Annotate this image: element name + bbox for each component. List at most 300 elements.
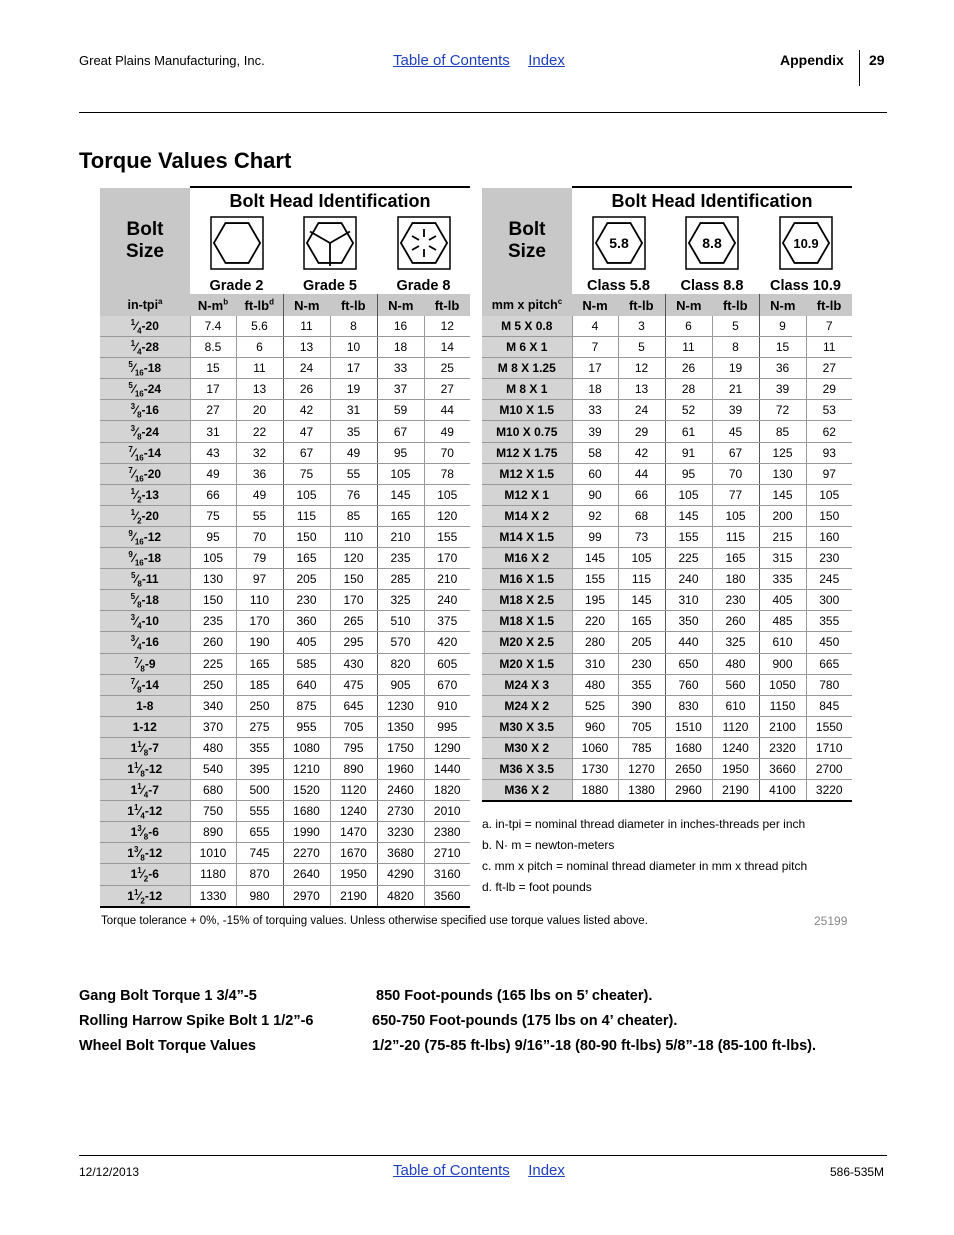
fraction-slash: ⁄ [132,551,135,566]
torque-value-cell: 655 [236,822,283,843]
torque-value-cell: 480 [572,674,618,695]
footer-date: 12/12/2013 [79,1165,140,1179]
bolt-size-whole: 1 [127,846,134,861]
torque-value-cell: 585 [283,653,330,674]
bolt-size-cell [100,400,190,421]
torque-value-cell: 665 [806,653,852,674]
harrow-spike-value: 650-750 Foot-pounds (175 lbs on 4’ cheater). [372,1013,678,1029]
bolt-size-denominator: 2 [143,874,149,884]
torque-value-cell: 90 [572,484,618,505]
torque-value-cell: 2320 [759,737,806,758]
fraction-slash: ⁄ [135,593,138,608]
bolt-size-numerator: 9 [128,550,133,560]
torque-value-cell: 59 [377,400,424,421]
bolt-size-threads: -18 [143,551,162,566]
bolt-size-cell [100,569,190,590]
table-row [482,780,852,802]
torque-value-cell: 110 [236,590,283,611]
fraction-slash: ⁄ [132,529,135,544]
torque-value-cell: 160 [806,526,852,547]
bolt-size-denominator: 2 [137,516,142,526]
bolt-size-cell [100,337,190,358]
fraction-slash: ⁄ [135,424,138,439]
index-link[interactable]: Index [528,52,565,69]
torque-value-cell: 29 [806,379,852,400]
table-row [100,716,470,737]
torque-value-cell: 390 [618,695,665,716]
torque-value-cell: 1050 [759,674,806,695]
torque-value-cell: 145 [665,505,712,526]
torque-value-cell: 62 [806,421,852,442]
bolt-size-numerator: 5 [130,571,136,581]
grade-2-icon-cell [190,214,283,274]
torque-value-cell: 350 [665,611,712,632]
torque-value-cell: 75 [283,463,330,484]
torque-value-cell: 230 [712,590,759,611]
table-row [100,316,470,337]
table-of-contents-link[interactable]: Table of Contents [393,52,510,69]
torque-value-cell: 10 [330,337,377,358]
bolt-size-numerator: 7 [128,444,133,454]
table-row [482,695,852,716]
bolt-size-numerator: 7 [128,465,133,475]
bolt-size-cell: M24 X 3 [482,674,572,695]
figure-number: 25199 [814,914,848,928]
bolt-size-numerator: 9 [128,528,133,538]
table-row [482,505,852,526]
torque-value-cell: 14 [424,337,470,358]
torque-value-cell: 32 [236,442,283,463]
torque-value-cell: 210 [424,569,470,590]
torque-value-cell: 275 [236,716,283,737]
torque-value-cell: 2970 [283,885,330,907]
torque-value-cell: 42 [618,442,665,463]
torque-value-cell: 11 [665,337,712,358]
torque-value-cell: 780 [806,674,852,695]
bolt-size-whole: 1-12 [132,719,157,734]
bolt-size-cell: M16 X 1.5 [482,569,572,590]
torque-value-cell: 73 [618,526,665,547]
torque-value-cell: 215 [759,526,806,547]
torque-value-cell: 19 [330,379,377,400]
torque-value-cell: 1150 [759,695,806,716]
torque-value-cell: 440 [665,632,712,653]
table-row [100,758,470,779]
bolt-size-cell [100,632,190,653]
bolt-size-whole: 1 [127,888,134,903]
torque-value-cell: 245 [806,569,852,590]
torque-value-cell: 95 [665,463,712,484]
fraction-slash: ⁄ [141,867,144,882]
torque-value-cell: 1060 [572,737,618,758]
torque-value-cell: 235 [377,548,424,569]
torque-value-cell: 115 [618,569,665,590]
torque-value-cell: 1470 [330,822,377,843]
torque-value-cell: 27 [806,358,852,379]
footer-nav [393,1162,579,1180]
torque-value-cell: 53 [806,400,852,421]
bolt-size-denominator: 8 [140,769,145,779]
bolt-size-threads: -6 [148,867,159,882]
fraction-slash: ⁄ [135,340,138,355]
grade-8-label: Grade 8 [396,278,451,294]
torque-value-cell: 24 [618,400,665,421]
torque-value-cell: 105 [377,463,424,484]
bolt-size-cell: M36 X 3.5 [482,758,572,779]
torque-value-cell: 1010 [190,843,236,864]
torque-value-cell: 15 [759,337,806,358]
torque-value-cell: 27 [190,400,236,421]
table-row [100,337,470,358]
torque-value-cell: 110 [330,526,377,547]
torque-value-cell: 2960 [665,780,712,802]
bolt-size-whole: 1 [130,740,138,755]
torque-value-cell: 610 [759,632,806,653]
torque-value-cell: 66 [190,484,236,505]
bolt-size-threads: -28 [141,340,159,355]
torque-value-cell: 1950 [712,758,759,779]
footer-rule [79,1155,887,1156]
torque-value-cell: 4100 [759,780,806,802]
inch-table-body [100,316,470,907]
torque-value-cell: 1960 [377,758,424,779]
torque-value-cell: 210 [377,526,424,547]
bolt-size-denominator: 8 [140,663,145,673]
table-row [482,463,852,484]
torque-value-cell: 99 [572,526,618,547]
bolt-size-line2: Size [507,241,547,262]
torque-value-cell: 11 [283,316,330,337]
torque-value-cell: 6 [236,337,283,358]
grade-2-label: Grade 2 [209,278,264,294]
fraction-slash: ⁄ [138,804,141,819]
torque-value-cell: 1350 [377,716,424,737]
bolt-size-cell: M24 X 2 [482,695,572,716]
torque-value-cell: 230 [806,548,852,569]
bolt-size-cell: M20 X 2.5 [482,632,572,653]
torque-value-cell: 1180 [190,864,236,885]
bolt-size-cell [100,716,190,737]
bolt-size-threads: -13 [141,487,159,502]
wheel-bolt-value: 1/2”-20 (75-85 ft-lbs) 9/16”-18 (80-90 ft-lbs) 5/8”-18 (85-100 ft-lbs). [372,1038,817,1054]
torque-value-cell: 760 [665,674,712,695]
fraction-slash: ⁄ [135,635,138,650]
unit-header: N-m [388,297,414,313]
torque-value-cell: 130 [190,569,236,590]
table-row [482,737,852,758]
torque-value-cell: 2640 [283,864,330,885]
torque-value-cell: 795 [330,737,377,758]
torque-value-cell: 43 [190,442,236,463]
torque-value-cell: 145 [618,590,665,611]
torque-value-cell: 195 [572,590,618,611]
bolt-size-cell [100,653,190,674]
table-row [100,484,470,505]
class-5-8-icon-cell [572,214,665,274]
torque-value-cell: 3680 [377,843,424,864]
bolt-size-cell [100,737,190,758]
fraction-slash: ⁄ [141,825,144,840]
torque-value-cell: 70 [424,442,470,463]
grade-5-label: Grade 5 [303,278,357,294]
company-name: Great Plains Manufacturing, Inc. [79,53,265,68]
torque-value-cell: 240 [424,590,470,611]
torque-value-cell: 280 [572,632,618,653]
torque-value-cell: 170 [236,611,283,632]
torque-value-cell: 8 [330,316,377,337]
torque-value-cell: 185 [236,674,283,695]
bolt-size-numerator: 3 [130,402,136,412]
bolt-size-header [100,187,190,294]
bolt-size-line2: Size [125,241,165,262]
torque-value-cell: 24 [283,358,330,379]
table-row [100,569,470,590]
bolt-size-threads: -7 [148,783,159,798]
unit-header: N-m [582,297,608,313]
bolt-size-cell [100,780,190,801]
torque-value-cell: 55 [236,505,283,526]
footnote-b: b. N· m = newton-meters [482,838,615,852]
torque-value-cell: 70 [712,463,759,484]
torque-value-cell: 785 [618,737,665,758]
torque-value-cell: 55 [330,463,377,484]
bolt-size-cell [100,463,190,484]
torque-value-cell: 250 [190,674,236,695]
bolt-size-cell [100,590,190,611]
grade-2-bolt-head-icon [210,216,264,270]
torque-value-cell: 25 [424,358,470,379]
index-link[interactable]: Index [528,1162,565,1179]
table-row [482,632,852,653]
fraction-slash: ⁄ [138,846,141,861]
table-row [482,569,852,590]
table-row [482,316,852,337]
torque-value-cell: 7 [572,337,618,358]
torque-value-cell: 225 [665,548,712,569]
table-row [100,548,470,569]
bolt-size-cell [100,379,190,400]
torque-value-cell: 500 [236,780,283,801]
torque-value-cell: 150 [330,569,377,590]
torque-value-cell: 95 [377,442,424,463]
torque-value-cell: 485 [759,611,806,632]
class-10-9-mark: 10.9 [792,235,819,251]
torque-value-cell: 93 [806,442,852,463]
torque-value-cell: 2710 [424,843,470,864]
torque-value-cell: 405 [283,632,330,653]
torque-value-cell: 39 [759,379,806,400]
torque-value-cell: 3660 [759,758,806,779]
bolt-size-cell: M12 X 1.75 [482,442,572,463]
bolt-size-threads: -12 [144,846,163,861]
torque-value-cell: 115 [712,526,759,547]
torque-value-cell: 37 [377,379,424,400]
torque-value-cell: 49 [190,463,236,484]
torque-value-cell: 33 [572,400,618,421]
torque-value-cell: 58 [572,442,618,463]
fraction-slash: ⁄ [141,783,144,798]
torque-value-cell: 92 [572,505,618,526]
torque-value-cell: 310 [572,653,618,674]
torque-value-cell: 1730 [572,758,618,779]
torque-value-cell: 355 [236,737,283,758]
unit-header: N-m [676,297,702,313]
class-10-9-bolt-head-icon [779,216,833,270]
bolt-size-threads: -20 [143,466,162,481]
bolt-size-line1: Bolt [508,219,546,240]
table-row [482,526,852,547]
torque-value-cell: 31 [190,421,236,442]
bolt-size-threads: -24 [143,382,162,397]
torque-value-cell: 76 [330,484,377,505]
bolt-size-cell: M30 X 3.5 [482,716,572,737]
torque-value-cell: 5 [712,316,759,337]
torque-value-cell: 820 [377,653,424,674]
unit-header: N-m [294,297,320,313]
bolt-size-denominator: 8 [137,410,142,420]
torque-value-cell: 3160 [424,864,470,885]
torque-value-cell: 150 [190,590,236,611]
torque-value-cell: 165 [236,653,283,674]
torque-value-cell: 360 [283,611,330,632]
torque-value-cell: 1880 [572,780,618,802]
unit-header: ft-lb [618,294,665,316]
grade-5-icon-cell [283,214,377,274]
torque-value-cell: 8 [712,337,759,358]
torque-value-cell: 420 [424,632,470,653]
section-name: Appendix [780,52,844,68]
torque-value-cell: 180 [712,569,759,590]
torque-value-cell: 1750 [377,737,424,758]
torque-value-cell: 325 [377,590,424,611]
torque-value-cell: 165 [283,548,330,569]
bolt-size-whole: 1 [130,825,138,840]
torque-value-cell: 480 [190,737,236,758]
torque-value-cell: 2190 [712,780,759,802]
torque-value-cell: 165 [712,548,759,569]
bolt-size-cell: M12 X 1.5 [482,463,572,484]
torque-value-cell: 105 [283,484,330,505]
torque-value-cell: 645 [330,695,377,716]
torque-value-cell: 105 [712,505,759,526]
torque-value-cell: 510 [377,611,424,632]
torque-value-cell: 79 [236,548,283,569]
torque-value-cell: 235 [190,611,236,632]
torque-value-cell: 650 [665,653,712,674]
grade-5-bolt-head-icon [303,216,357,270]
bolt-size-denominator: 8 [137,579,142,589]
torque-value-cell: 2380 [424,822,470,843]
bolt-size-denominator: 8 [140,853,145,863]
torque-value-cell: 85 [330,505,377,526]
class-5-8-bolt-head-icon [592,216,646,270]
torque-value-cell: 31 [330,400,377,421]
torque-value-cell: 13 [618,379,665,400]
bolt-size-cell: M 8 X 1.25 [482,358,572,379]
fraction-slash: ⁄ [132,445,135,460]
bolt-size-cell [100,442,190,463]
size-unit-header: in-tpi$^a$ [127,296,163,312]
bolt-size-numerator: 3 [137,824,142,834]
torque-value-cell: 150 [806,505,852,526]
class-5-8-mark: 5.8 [608,234,629,251]
torque-value-cell: 33 [377,358,424,379]
torque-value-cell: 105 [665,484,712,505]
fraction-slash: ⁄ [141,740,144,755]
torque-value-cell: 15 [190,358,236,379]
torque-value-cell: 1440 [424,758,470,779]
bolt-size-threads: -9 [144,656,156,671]
torque-value-cell: 1670 [330,843,377,864]
bolt-head-identification-heading: Bolt Head Identification [572,187,852,214]
torque-value-cell: 44 [618,463,665,484]
torque-value-cell: 705 [330,716,377,737]
torque-value-cell: 2460 [377,780,424,801]
torque-value-cell: 315 [759,548,806,569]
bolt-size-threads: -10 [141,614,159,629]
table-row [100,695,470,716]
torque-value-cell: 85 [759,421,806,442]
bolt-size-cell: M12 X 1 [482,484,572,505]
torque-value-cell: 480 [712,653,759,674]
torque-value-cell: 1680 [665,737,712,758]
torque-value-cell: 2730 [377,801,424,822]
torque-value-cell: 190 [236,632,283,653]
bolt-size-denominator: 2 [140,895,145,905]
bolt-size-whole: 1 [130,783,138,798]
torque-value-cell: 1120 [330,780,377,801]
torque-value-cell: 1680 [283,801,330,822]
torque-value-cell: 44 [424,400,470,421]
unit-header: $N-m^b$ [197,297,229,313]
table-row [100,801,470,822]
bolt-size-cell: M10 X 0.75 [482,421,572,442]
bolt-size-numerator: 1 [130,339,136,349]
torque-value-cell: 49 [424,421,470,442]
bolt-size-numerator: 1 [130,486,136,496]
torque-value-cell: 21 [712,379,759,400]
torque-value-cell: 18 [572,379,618,400]
fraction-slash: ⁄ [132,361,135,376]
fraction-slash: ⁄ [135,614,138,629]
metric-torque-table [482,186,852,802]
torque-value-cell: 17 [190,379,236,400]
torque-value-cell: 125 [759,442,806,463]
torque-value-cell: 67 [377,421,424,442]
class-10-9-label: Class 10.9 [770,278,841,294]
torque-value-cell: 370 [190,716,236,737]
bolt-size-cell [100,484,190,505]
torque-value-cell: 1950 [330,864,377,885]
footnote-c: c. mm x pitch = nominal thread diameter in mm x thread pitch [482,859,808,873]
torque-value-cell: 375 [424,611,470,632]
table-row [100,526,470,547]
table-row [100,463,470,484]
bolt-size-numerator: 3 [133,845,139,855]
torque-value-cell: 47 [283,421,330,442]
bolt-size-cell [100,674,190,695]
bolt-size-numerator: 1 [133,803,139,813]
table-of-contents-link[interactable]: Table of Contents [393,1162,510,1179]
torque-value-cell: 250 [236,695,283,716]
unit-header: ft-lb [816,297,842,313]
bolt-size-cell [100,316,190,337]
torque-value-cell: 77 [712,484,759,505]
bolt-size-cell [100,885,190,907]
bolt-size-numerator: 1 [130,507,136,517]
torque-value-cell: 28 [665,379,712,400]
torque-value-cell: 29 [618,421,665,442]
